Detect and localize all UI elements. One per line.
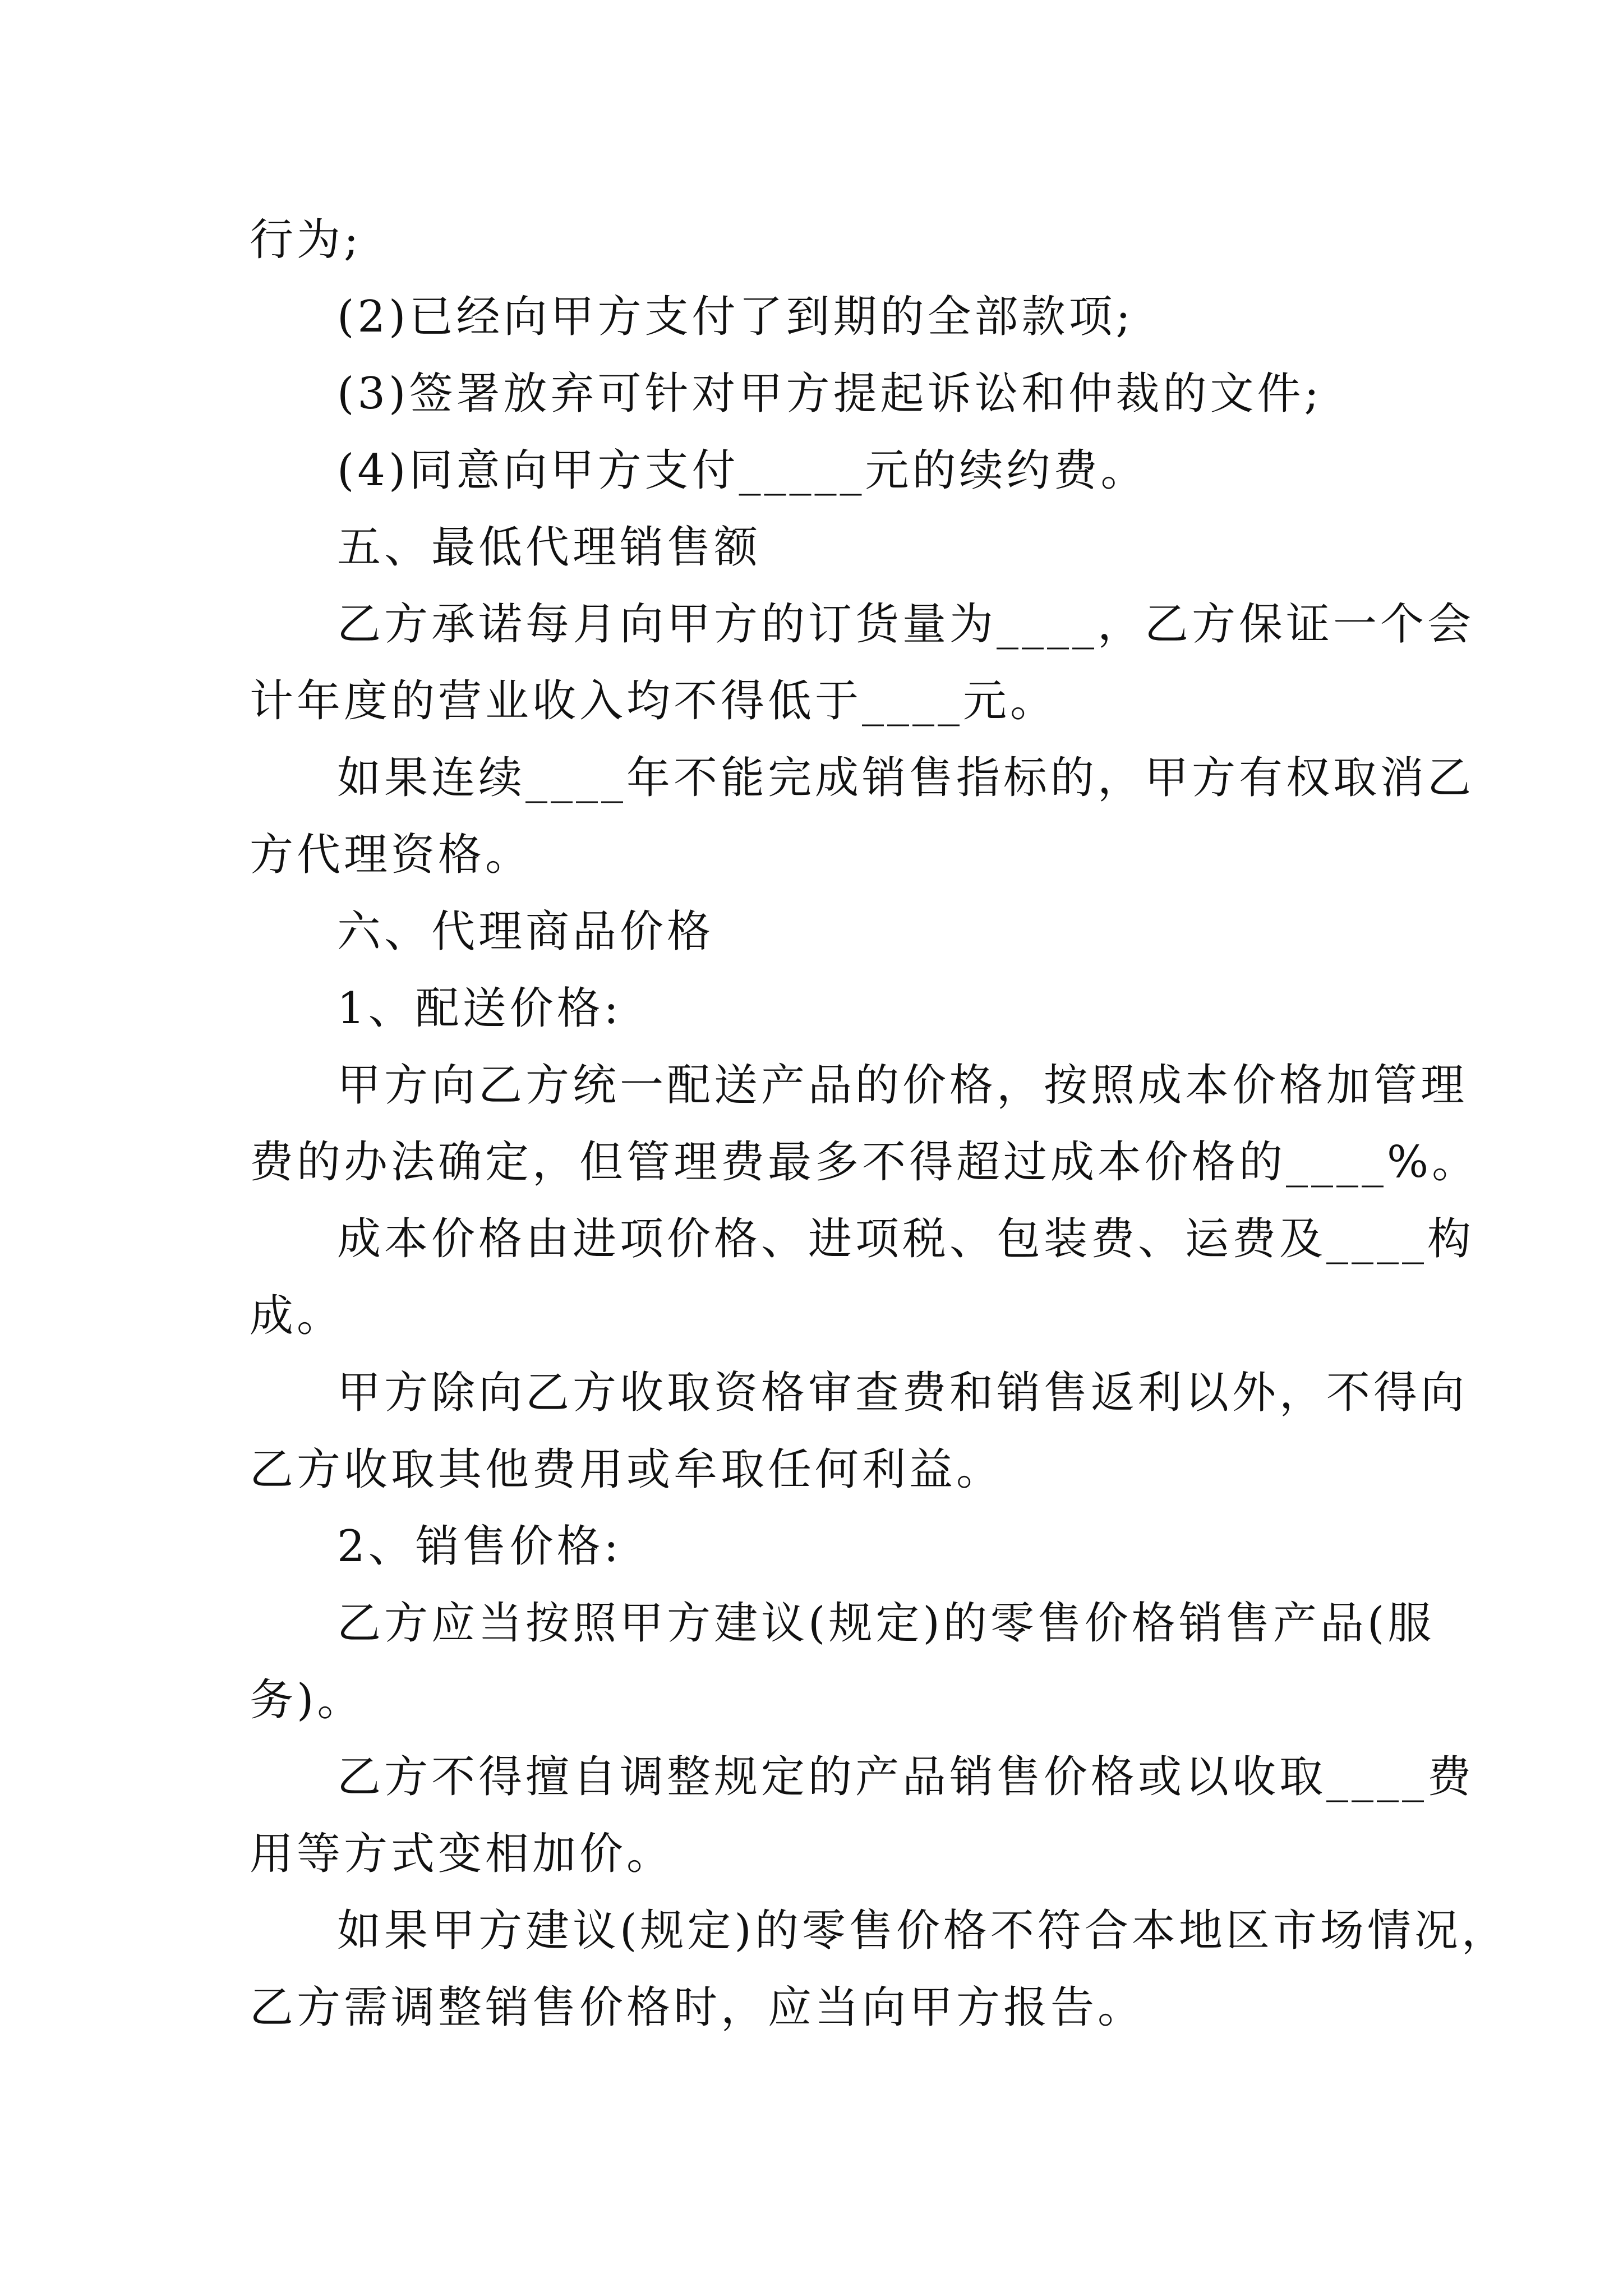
paragraph-line: 如果甲方建议(规定)的零售价格不符合本地区市场情况， <box>337 1906 1509 1956</box>
document-body <box>250 202 1509 2046</box>
clause-item-4: (4)同意向甲方支付_____元的续约费。 <box>337 445 1148 496</box>
paragraph-line: 甲方向乙方统一配送产品的价格，按照成本价格加管理 <box>337 1060 1468 1111</box>
paragraph-line: 成。 <box>250 1291 344 1341</box>
paragraph-line: 成本价格由进项价格、进项税、包装费、运费及____构 <box>337 1214 1475 1264</box>
clause-item-2: (2)已经向甲方支付了到期的全部款项; <box>337 292 1134 342</box>
paragraph-line: 乙方承诺每月向甲方的订货量为____，乙方保证一个会 <box>337 599 1475 650</box>
paragraph-line: 用等方式变相加价。 <box>250 1829 674 1879</box>
subsection-heading-1: 1、配送价格: <box>337 983 622 1034</box>
clause-item-3: (3)签署放弃可针对甲方提起诉讼和仲裁的文件; <box>337 369 1322 419</box>
paragraph-line: 乙方应当按照甲方建议(规定)的零售价格销售产品(服 <box>337 1598 1435 1649</box>
paragraph-line: 方代理资格。 <box>250 830 533 880</box>
paragraph-line: 计年度的营业收入均不得低于____元。 <box>250 676 1058 726</box>
section-heading-5: 五、最低代理销售额 <box>337 522 762 573</box>
paragraph-line: 务)。 <box>250 1675 365 1726</box>
subsection-heading-2: 2、销售价格: <box>337 1521 622 1572</box>
paragraph-line: 乙方需调整销售价格时，应当向甲方报告。 <box>250 1982 1145 2033</box>
paragraph-line: 乙方不得擅自调整规定的产品销售价格或以收取____费 <box>337 1752 1475 1802</box>
paragraph-line: 行为; <box>250 215 362 265</box>
paragraph-line: 甲方除向乙方收取资格审查费和销售返利以外，不得向 <box>337 1368 1468 1418</box>
paragraph-line: 费的办法确定，但管理费最多不得超过成本价格的____%。 <box>250 1137 1479 1188</box>
paragraph-line: 乙方收取其他费用或牟取任何利益。 <box>250 1444 1004 1495</box>
paragraph-line: 如果连续____年不能完成销售指标的，甲方有权取消乙 <box>337 753 1475 803</box>
section-heading-6: 六、代理商品价格 <box>337 907 714 957</box>
